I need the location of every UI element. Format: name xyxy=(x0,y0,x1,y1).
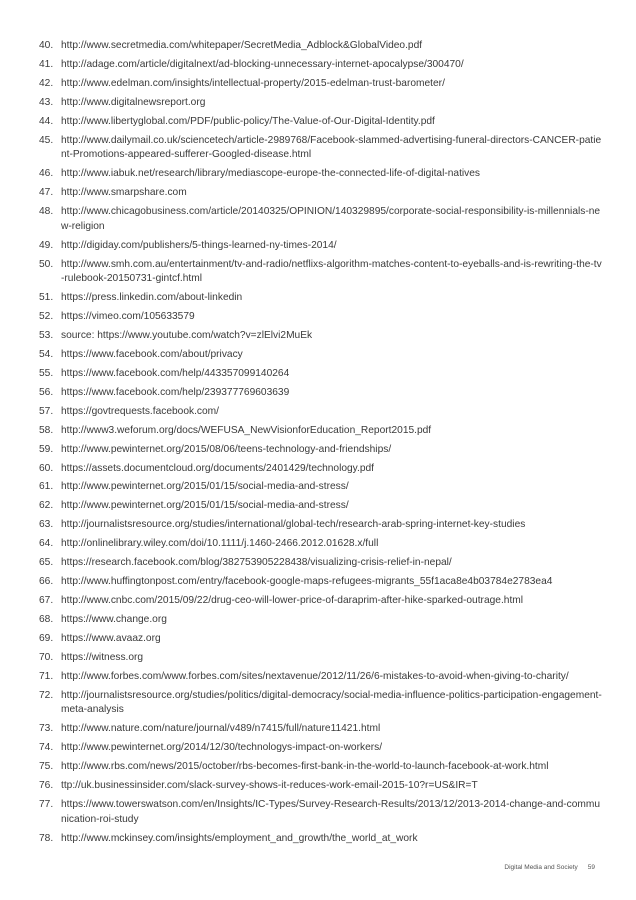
reference-item xyxy=(0,670,636,685)
reference-url[interactable]: https://www.facebook.com/about/privacy xyxy=(61,348,243,360)
reference-url[interactable]: https://www.towerswatson.com/en/Insights/IC-Types/Survey-Research-Results/2013/12/2013-2014-change-and-communication-roi-study xyxy=(61,799,601,825)
reference-url[interactable]: http://www.libertyglobal.com/PDF/public-policy/The-Value-of-Our-Digital-Identity.pdf xyxy=(61,115,435,127)
reference-url[interactable]: source: https://www.youtube.com/watch?v=zlElvi2MuEk xyxy=(61,329,313,341)
reference-item xyxy=(0,405,636,420)
reference-item xyxy=(0,115,636,130)
reference-number: 77. xyxy=(39,799,54,811)
reference-item xyxy=(0,291,636,306)
reference-item xyxy=(0,689,636,718)
reference-number: 74. xyxy=(39,742,54,754)
reference-item xyxy=(0,722,636,737)
page-number: 59 xyxy=(587,864,595,871)
reference-number: 70. xyxy=(39,651,54,663)
reference-number: 71. xyxy=(39,670,54,682)
reference-url[interactable]: https://www.facebook.com/help/443357099140264 xyxy=(61,367,290,379)
reference-number: 40. xyxy=(39,40,54,51)
reference-number: 65. xyxy=(39,557,54,569)
reference-number: 75. xyxy=(39,761,54,773)
reference-url[interactable]: https://www.facebook.com/help/239377769603639 xyxy=(61,386,290,398)
reference-url[interactable]: http://www.smh.com.au/entertainment/tv-and-radio/netflixs-algorithm-matches-content-to-eyeballs-and-is-rewriting-the-tv-rulebook-20150731-gintcf.html xyxy=(61,258,602,285)
reference-item xyxy=(0,651,636,666)
reference-item xyxy=(0,205,636,234)
reference-number: 61. xyxy=(39,481,54,493)
reference-number: 63. xyxy=(39,519,54,531)
reference-url[interactable]: http://journalistsresource.org/studies/politics/digital-democracy/social-media-influence-politics-participation-engagement-meta-analysis xyxy=(61,689,602,716)
reference-item xyxy=(0,367,636,382)
reference-number: 58. xyxy=(39,424,54,436)
reference-url[interactable]: https://www.avaaz.org xyxy=(61,632,161,644)
reference-number: 44. xyxy=(39,115,54,127)
reference-item xyxy=(0,832,636,847)
reference-item xyxy=(0,258,636,287)
reference-number: 64. xyxy=(39,538,54,550)
reference-url[interactable]: http://www.digitalnewsreport.org xyxy=(61,96,206,108)
reference-url[interactable]: http://digiday.com/publishers/5-things-learned-ny-times-2014/ xyxy=(61,239,337,251)
reference-number: 73. xyxy=(39,723,54,735)
reference-item xyxy=(0,134,636,163)
reference-item xyxy=(0,779,636,794)
reference-item xyxy=(0,186,636,201)
reference-url[interactable]: http://www3.weforum.org/docs/WEFUSA_NewVisionforEducation_Report2015.pdf xyxy=(61,424,432,436)
reference-item xyxy=(0,760,636,775)
reference-item xyxy=(0,499,636,514)
reference-number: 76. xyxy=(39,780,54,792)
reference-item xyxy=(0,613,636,628)
reference-url[interactable]: https://govtrequests.facebook.com/ xyxy=(61,405,219,417)
reference-item xyxy=(0,741,636,756)
reference-url[interactable]: http://www.rbs.com/news/2015/october/rbs-becomes-first-bank-in-the-world-to-launch-facebook-at-work.html xyxy=(61,761,549,773)
reference-number: 69. xyxy=(39,632,54,644)
reference-url[interactable]: http://www.smarpshare.com xyxy=(61,187,187,199)
footer-title: Digital Media and Society xyxy=(504,864,578,871)
reference-number: 47. xyxy=(39,187,54,199)
reference-item xyxy=(0,329,636,344)
reference-item xyxy=(0,632,636,647)
reference-url[interactable]: http://www.forbes.com/www.forbes.com/sites/nextavenue/2012/11/26/6-mistakes-to-avoid-when-giving-to-charity/ xyxy=(61,670,569,682)
reference-number: 57. xyxy=(39,405,54,417)
reference-item xyxy=(0,480,636,495)
reference-number: 60. xyxy=(39,462,54,474)
reference-url[interactable]: http://www.pewinternet.org/2015/01/15/social-media-and-stress/ xyxy=(61,500,349,512)
reference-number: 67. xyxy=(39,595,54,607)
reference-item xyxy=(0,443,636,458)
reference-item xyxy=(0,556,636,571)
reference-item xyxy=(0,96,636,111)
reference-url[interactable]: http://www.nature.com/nature/journal/v489/n7415/full/nature11421.html xyxy=(61,723,381,735)
reference-number: 66. xyxy=(39,576,54,588)
reference-item xyxy=(0,348,636,363)
reference-number: 56. xyxy=(39,386,54,398)
reference-url[interactable]: https://witness.org xyxy=(61,651,144,663)
reference-url[interactable]: http://www.dailymail.co.uk/sciencetech/article-2989768/Facebook-slammed-advertising-funeral-directors-CANCER-patient-Promotions-appeared-sufferer-Googled-disease.html xyxy=(61,134,602,161)
reference-number: 68. xyxy=(39,614,54,626)
reference-url[interactable]: http://www.pewinternet.org/2015/08/06/teens-technology-and-friendships/ xyxy=(61,443,392,455)
reference-number: 78. xyxy=(39,832,54,844)
reference-url[interactable]: http://www.pewinternet.org/2015/01/15/social-media-and-stress/ xyxy=(61,481,349,493)
reference-url[interactable]: http://www.huffingtonpost.com/entry/facebook-google-maps-refugees-migrants_55f1aca8e4b03784e2783ea4 xyxy=(61,576,553,588)
reference-number: 43. xyxy=(39,96,54,108)
reference-url[interactable]: ttp://uk.businessinsider.com/slack-survey-shows-it-reduces-work-email-2015-10?r=US&IR=T xyxy=(61,780,478,792)
reference-item xyxy=(0,537,636,552)
reference-item xyxy=(0,386,636,401)
reference-number: 55. xyxy=(39,367,54,379)
reference-number: 54. xyxy=(39,348,54,360)
reference-url[interactable]: http://journalistsresource.org/studies/international/global-tech/research-arab-spring-internet-key-studies xyxy=(61,519,526,531)
reference-url[interactable]: http://www.edelman.com/insights/intellectual-property/2015-edelman-trust-barometer/ xyxy=(61,77,445,89)
reference-item xyxy=(0,594,636,609)
reference-number: 53. xyxy=(39,329,54,341)
reference-number: 46. xyxy=(39,168,54,180)
reference-item xyxy=(0,167,636,182)
reference-url[interactable]: https://press.linkedin.com/about-linkedin xyxy=(61,292,243,304)
reference-item xyxy=(0,39,636,54)
reference-url[interactable]: https://www.change.org xyxy=(61,614,167,626)
reference-list xyxy=(0,39,636,851)
reference-number: 50. xyxy=(39,258,54,270)
reference-number: 52. xyxy=(39,311,54,323)
reference-item xyxy=(0,310,636,325)
page-footer xyxy=(504,864,595,871)
reference-item xyxy=(0,58,636,73)
reference-url[interactable]: https://vimeo.com/105633579 xyxy=(61,311,195,323)
reference-url[interactable]: https://research.facebook.com/blog/382753905228438/visualizing-crisis-relief-in-nepal/ xyxy=(61,557,452,569)
reference-number: 41. xyxy=(39,58,54,70)
reference-item xyxy=(0,424,636,439)
reference-number: 42. xyxy=(39,77,54,89)
reference-number: 62. xyxy=(39,500,54,512)
reference-item xyxy=(0,518,636,533)
reference-url[interactable]: http://onlinelibrary.wiley.com/doi/10.1111/j.1460-2466.2012.01628.x/full xyxy=(61,538,379,550)
reference-number: 59. xyxy=(39,443,54,455)
reference-url[interactable]: https://assets.documentcloud.org/documents/2401429/technology.pdf xyxy=(61,462,374,474)
reference-url[interactable]: http://www.secretmedia.com/whitepaper/SecretMedia_Adblock&GlobalVideo.pdf xyxy=(61,40,423,51)
reference-item xyxy=(0,239,636,254)
reference-item xyxy=(0,77,636,92)
reference-item xyxy=(0,575,636,590)
reference-url[interactable]: http://www.mckinsey.com/insights/employment_and_growth/the_world_at_work xyxy=(61,832,418,844)
reference-number: 49. xyxy=(39,239,54,251)
reference-number: 45. xyxy=(39,134,54,146)
reference-item xyxy=(0,462,636,477)
reference-item xyxy=(0,798,636,827)
reference-url[interactable]: http://www.chicagobusiness.com/article/20140325/OPINION/140329895/corporate-social-responsibility-is-millennials-new-religion xyxy=(61,206,601,232)
reference-number: 48. xyxy=(39,206,54,218)
reference-number: 72. xyxy=(39,689,54,701)
reference-url[interactable]: http://www.iabuk.net/research/library/mediascope-europe-the-connected-life-of-digital-natives xyxy=(61,168,481,180)
reference-url[interactable]: http://www.cnbc.com/2015/09/22/drug-ceo-will-lower-price-of-daraprim-after-hike-sparked-outrage.html xyxy=(61,595,524,607)
reference-url[interactable]: http://adage.com/article/digitalnext/ad-blocking-unnecessary-internet-apocalypse/300470/ xyxy=(61,58,464,70)
reference-url[interactable]: http://www.pewinternet.org/2014/12/30/technologys-impact-on-workers/ xyxy=(61,742,383,754)
reference-number: 51. xyxy=(39,292,54,304)
